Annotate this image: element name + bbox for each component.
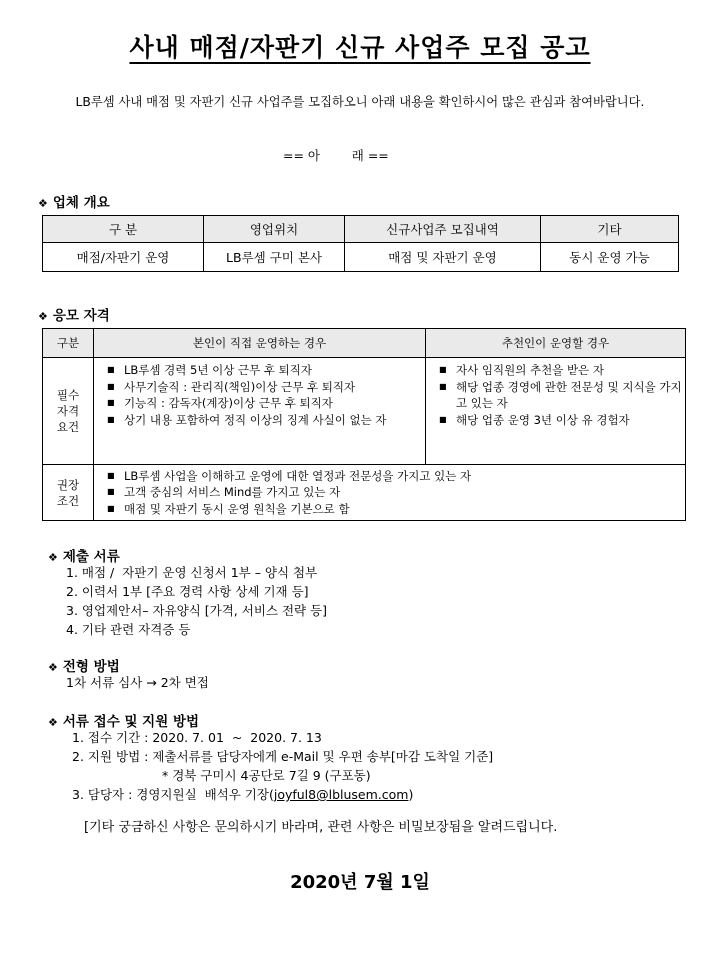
header-cell: 추천인이 운영할 경우 bbox=[426, 329, 686, 358]
header-cell: 구 분 bbox=[43, 216, 204, 243]
diamond-bullet-icon: ❖ bbox=[48, 551, 58, 564]
list-item: 1. 매점 / 자판기 운영 신청서 1부 – 양식 첨부 bbox=[66, 565, 318, 580]
section-heading: 전형 방법 bbox=[62, 659, 120, 675]
table-cell: 매점/자판기 운영 bbox=[43, 243, 204, 272]
page-title: 사내 매점/자판기 신규 사업주 모집 공고 bbox=[129, 33, 591, 62]
header-cell: 신규사업주 모집내역 bbox=[345, 216, 541, 243]
category-label: 필수 자격 요건 bbox=[56, 388, 80, 434]
table-header-row bbox=[43, 329, 686, 358]
header-cell: 영업위치 bbox=[204, 216, 345, 243]
category-recommended bbox=[43, 465, 94, 521]
diamond-bullet-icon: ❖ bbox=[38, 197, 48, 210]
diamond-bullet-icon: ❖ bbox=[48, 661, 58, 674]
list-item: ■ LB루셈 경력 5년 이상 근무 후 퇴직자 bbox=[124, 362, 425, 379]
list-item: ■ 자사 임직원의 추천을 받은 자 bbox=[456, 362, 685, 379]
application-method: 2. 지원 방법 : 제출서류를 담당자에게 e-Mail 및 우편 송부[마감 도착일 기준] bbox=[72, 749, 494, 764]
notice-date: 2020년 7월 1일 bbox=[290, 872, 430, 893]
list-item: ■ 해당 업종 운영 3년 이상 유 경험자 bbox=[456, 412, 685, 429]
header-cell: 본인이 직접 운영하는 경우 bbox=[94, 329, 426, 358]
table-cell: LB루셈 구미 본사 bbox=[204, 243, 345, 272]
section-heading: 업체 개요 bbox=[52, 195, 110, 211]
list-item: 2. 이력서 1부 [주요 경력 사항 상세 기재 등] bbox=[66, 584, 309, 599]
list-item: ■ 고객 중심의 서비스 Mind를 가지고 있는 자 bbox=[124, 484, 685, 501]
table-row bbox=[43, 358, 686, 465]
section-qualifications bbox=[38, 304, 110, 324]
contact bbox=[72, 785, 493, 804]
list-item: ■ 상기 내용 포함하여 정직 이상의 징계 사실이 없는 자 bbox=[124, 412, 425, 429]
qualifications-table bbox=[42, 328, 686, 521]
section-application bbox=[48, 710, 199, 730]
section-documents bbox=[48, 545, 120, 565]
required-direct-cell bbox=[94, 358, 426, 465]
list-item: ■ 사무기술직 : 관리직(책임)이상 근무 후 퇴직자 bbox=[124, 379, 425, 396]
closing-note: [기타 궁금하신 사항은 문의하시기 바라며, 관련 사항은 비밀보장됨을 알려드립니다. bbox=[84, 820, 558, 835]
diamond-bullet-icon: ❖ bbox=[48, 716, 58, 729]
diamond-bullet-icon: ❖ bbox=[38, 310, 48, 323]
required-recommended-list bbox=[426, 362, 685, 428]
recommended-list bbox=[94, 468, 685, 518]
table-row bbox=[43, 243, 679, 272]
application-details bbox=[72, 728, 493, 804]
table-row bbox=[43, 465, 686, 521]
list-item: ■ LB루셈 사업을 이해하고 운영에 대한 열정과 전문성을 가지고 있는 자 bbox=[124, 468, 685, 485]
list-item: ■ 매점 및 자판기 동시 운영 원칙을 기본으로 함 bbox=[124, 501, 685, 518]
application-period: 1. 접수 기간 : 2020. 7. 01 ~ 2020. 7. 13 bbox=[72, 730, 322, 745]
address: * 경북 구미시 4공단로 7길 9 (구포동) bbox=[162, 768, 371, 783]
recommended-cell bbox=[94, 465, 686, 521]
section-heading: 서류 접수 및 지원 방법 bbox=[62, 714, 200, 730]
selection-steps: 1차 서류 심사 → 2차 면접 bbox=[66, 675, 209, 690]
intro-text: LB루셈 사내 매점 및 자판기 신규 사업주를 모집하오니 아래 내용을 확인하시어 많은 관심과 참여바랍니다. bbox=[75, 95, 645, 109]
table-cell: 매점 및 자판기 운영 bbox=[345, 243, 541, 272]
header-cell: 구분 bbox=[43, 329, 94, 358]
table-cell: 동시 운영 가능 bbox=[541, 243, 679, 272]
category-label: 권장 조건 bbox=[56, 477, 80, 508]
selection-text bbox=[66, 673, 209, 692]
list-item: 3. 영업제안서– 자유양식 [가격, 서비스 전략 등] bbox=[66, 603, 328, 618]
list-item: ■ 기능직 : 감독자(계장)이상 근무 후 퇴직자 bbox=[124, 395, 425, 412]
below-marker: == 아 래 == bbox=[283, 148, 389, 163]
section-heading: 응모 자격 bbox=[52, 308, 110, 324]
header-cell: 기타 bbox=[541, 216, 679, 243]
list-item: 4. 기타 관련 자격증 등 bbox=[66, 622, 191, 637]
contact-suffix: ) bbox=[408, 787, 414, 802]
section-heading: 제출 서류 bbox=[62, 549, 120, 565]
contact-label: 3. 담당자 : 경영지원실 배석우 기장( bbox=[72, 787, 274, 802]
section-selection bbox=[48, 655, 120, 675]
company-overview-table bbox=[42, 215, 679, 272]
section-company-overview bbox=[38, 191, 110, 211]
documents-list bbox=[66, 563, 327, 639]
table-header-row bbox=[43, 216, 679, 243]
contact-email-link[interactable]: joyful8@lblusem.com bbox=[273, 787, 409, 802]
required-direct-list bbox=[94, 362, 425, 428]
required-recommended-cell bbox=[426, 358, 686, 465]
list-item: ■ 해당 업종 경영에 관한 전문성 및 지식을 가지고 있는 자 bbox=[456, 379, 685, 412]
category-required bbox=[43, 358, 94, 465]
